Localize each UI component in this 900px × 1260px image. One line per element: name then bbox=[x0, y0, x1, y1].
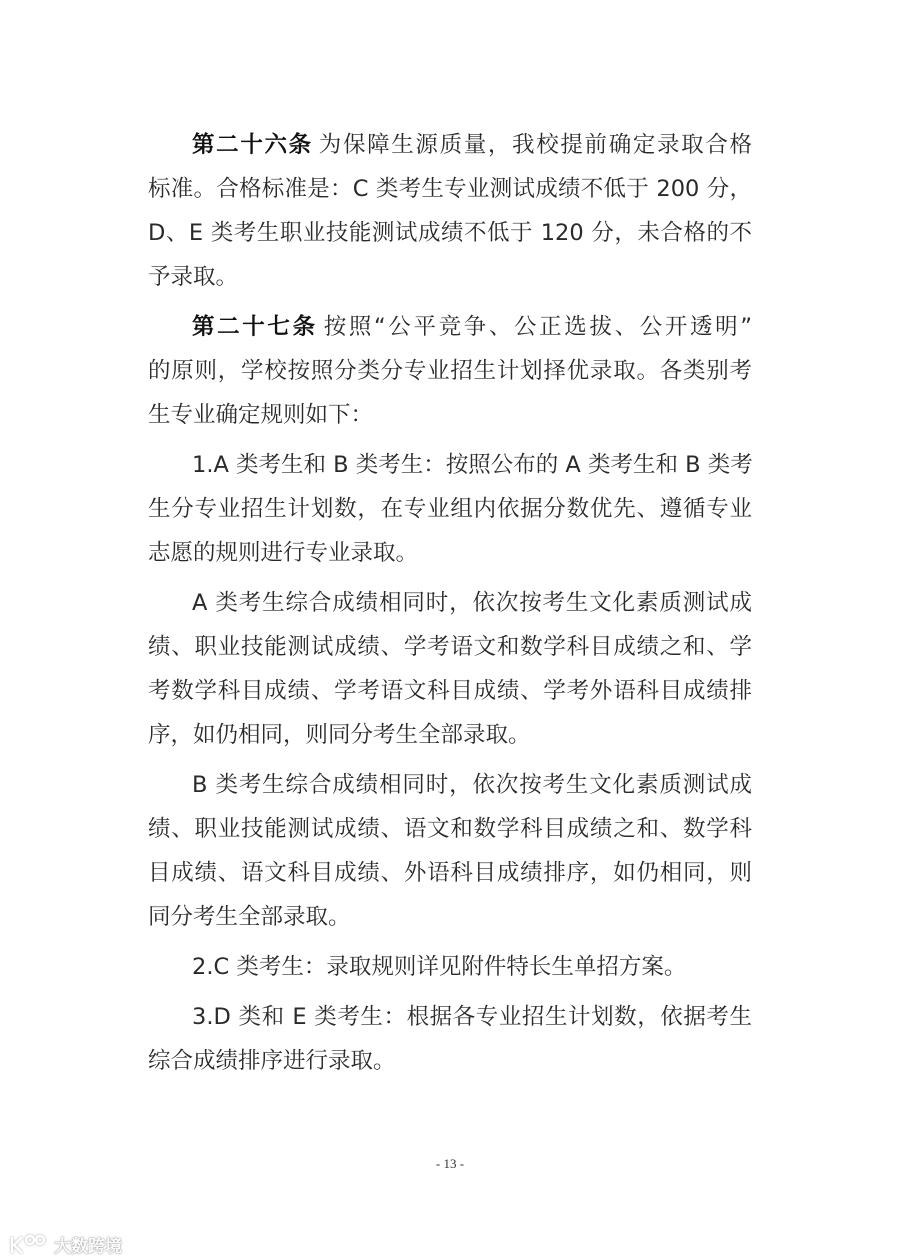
line-text: 标准。合格标准是：C 类考生专业测试成绩不低于 200 分， bbox=[148, 176, 752, 202]
text-line bbox=[148, 255, 752, 299]
text-line bbox=[148, 487, 752, 531]
watermark bbox=[8, 1232, 122, 1257]
line-text: 2.C 类考生：录取规则详见附件特长生单招方案。 bbox=[192, 954, 687, 980]
article-paragraph bbox=[148, 305, 752, 437]
paragraph bbox=[148, 763, 752, 939]
text-line bbox=[148, 807, 752, 851]
line-text: 生分专业招生计划数，在专业组内依据分数优先、遵循专业 bbox=[148, 496, 752, 522]
text-line bbox=[148, 669, 752, 713]
text-line bbox=[148, 305, 752, 349]
page-number: - 13 - bbox=[435, 1156, 465, 1171]
line-text: 生专业确定规则如下： bbox=[148, 402, 374, 428]
paragraph bbox=[148, 581, 752, 757]
text-line bbox=[148, 851, 752, 895]
line-text: 为保障生源质量，我校提前确定录取合格 bbox=[318, 132, 752, 158]
line-text: 序，如仍相同，则同分考生全部录取。 bbox=[148, 722, 531, 748]
text-line bbox=[148, 581, 752, 625]
article-number: 第二十六条 bbox=[192, 132, 313, 158]
watermark-text: 大数跨境 bbox=[54, 1237, 122, 1257]
line-text: 绩、职业技能测试成绩、语文和数学科目成绩之和、数学科 bbox=[148, 816, 752, 842]
line-text: 考数学科目成绩、学考语文科目成绩、学考外语科目成绩排 bbox=[148, 678, 752, 704]
text-line bbox=[148, 713, 752, 757]
text-line bbox=[148, 123, 752, 167]
text-line bbox=[148, 995, 752, 1039]
text-line bbox=[148, 531, 752, 575]
k100-logo-icon bbox=[8, 1233, 48, 1257]
text-line bbox=[148, 945, 752, 989]
line-text: 目成绩、语文科目成绩、外语科目成绩排序，如仍相同，则 bbox=[148, 860, 752, 886]
line-text: A 类考生综合成绩相同时，依次按考生文化素质测试成 bbox=[192, 590, 752, 616]
text-line bbox=[148, 1039, 752, 1083]
line-text: 1.A 类考生和 B 类考生：按照公布的 A 类考生和 B 类考 bbox=[192, 452, 753, 478]
text-line bbox=[148, 895, 752, 939]
line-text: 绩、职业技能测试成绩、学考语文和数学科目成绩之和、学 bbox=[148, 634, 752, 660]
article-number: 第二十七条 bbox=[192, 314, 318, 340]
line-text: 同分考生全部录取。 bbox=[148, 904, 351, 930]
article-paragraph bbox=[148, 123, 752, 299]
line-text: D、E 类考生职业技能测试成绩不低于 120 分，未合格的不 bbox=[148, 220, 752, 246]
paragraph bbox=[148, 443, 752, 575]
text-line bbox=[148, 763, 752, 807]
text-line bbox=[148, 167, 752, 211]
line-text: 3.D 类和 E 类考生：根据各专业招生计划数，依据考生 bbox=[192, 1004, 752, 1030]
text-line bbox=[148, 625, 752, 669]
text-line bbox=[148, 443, 752, 487]
text-line bbox=[148, 211, 752, 255]
document-body bbox=[148, 123, 752, 1089]
line-text: 按照“公平竞争、公正选拔、公开透明” bbox=[323, 314, 752, 340]
paragraph bbox=[148, 945, 752, 989]
line-text: 志愿的规则进行专业录取。 bbox=[148, 540, 419, 566]
line-text: 的原则，学校按照分类分专业招生计划择优录取。各类别考 bbox=[148, 358, 752, 384]
paragraph bbox=[148, 995, 752, 1083]
line-text: B 类考生综合成绩相同时，依次按考生文化素质测试成 bbox=[192, 772, 752, 798]
line-text: 综合成绩排序进行录取。 bbox=[148, 1048, 396, 1074]
text-line bbox=[148, 393, 752, 437]
line-text: 予录取。 bbox=[148, 264, 239, 290]
text-line bbox=[148, 349, 752, 393]
